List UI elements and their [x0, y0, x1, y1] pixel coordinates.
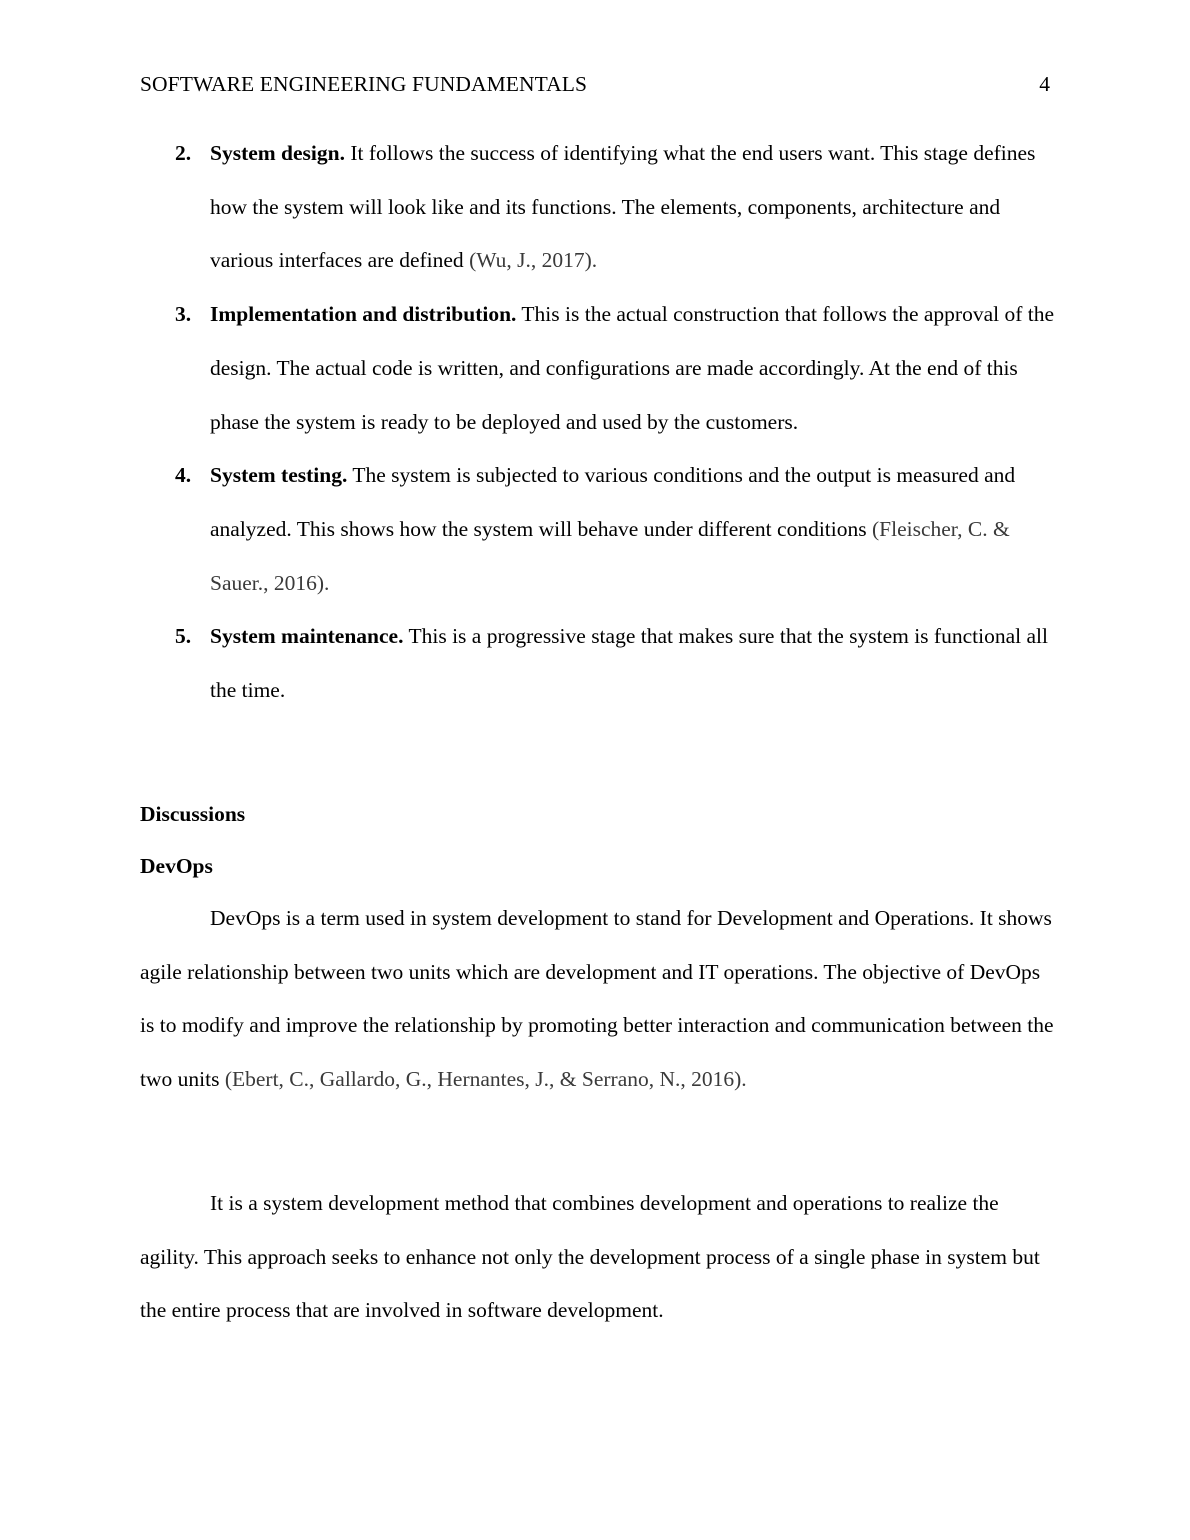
citation: (Fleischer, C. & Sauer., 2016).: [210, 516, 1010, 595]
list-item-number: 3.: [175, 302, 192, 327]
citation: (Wu, J., 2017).: [469, 248, 598, 273]
devops-heading: DevOps: [140, 854, 213, 878]
list-item-text: [210, 127, 1055, 288]
citation: (Ebert, C., Gallardo, G., Hernantes, J., & Serrano, N., 2016).: [224, 1067, 747, 1092]
list-item: [0, 127, 1190, 288]
paragraph-text: DevOps is a term used in system development to stand for Development and Operations. It shows agile relationship between two units which are development and IT operations. The objective of DevOps is to modify and improve the relationship by promoting better interaction and communication between the two units: [140, 906, 1054, 1092]
devops-paragraph-2: [140, 1177, 1055, 1338]
list-item-body: It follows the success of identifying what the end users want. This stage defines how the system will look like and its functions. The elements, components, architecture and various interfaces are defined: [210, 141, 1036, 273]
list-item-title: Implementation and distribution.: [210, 302, 517, 327]
list-item-body: This is the actual construction that follows the approval of the design. The actual code is written, and configurations are made accordingly. At the end of this phase the system is ready to be deployed and used by the customers.: [210, 302, 1055, 434]
devops-paragraph-1: [140, 892, 1055, 1107]
list-item-text: [210, 449, 1055, 610]
paragraph-text: It is a system development method that combines development and operations to realize the agility. This approach seeks to enhance not only the development process of a single phase in system but the entire process that are involved in software development.: [140, 1191, 1040, 1323]
list-item-number: 4.: [175, 463, 192, 488]
discussions-heading: Discussions: [140, 802, 246, 826]
running-head: SOFTWARE ENGINEERING FUNDAMENTALS: [140, 72, 588, 96]
list-item: [0, 610, 1190, 717]
page-number: 4: [1039, 72, 1050, 96]
list-item-body: The system is subjected to various conditions and the output is measured and analyzed. This shows how the system will behave under different conditions: [210, 463, 1016, 541]
list-item-title: System maintenance.: [210, 624, 404, 649]
list-item-number: 2.: [175, 141, 192, 165]
list-item: [0, 449, 1190, 610]
list-item: [0, 288, 1190, 449]
list-item-text: [210, 610, 1055, 717]
phase-list: [0, 127, 1190, 718]
list-item-title: System design.: [210, 141, 345, 165]
list-item-title: System testing.: [210, 463, 348, 488]
list-item-text: [210, 288, 1055, 449]
list-item-body: This is a progressive stage that makes sure that the system is functional all the time.: [210, 624, 1048, 703]
list-item-number: 5.: [175, 624, 192, 649]
